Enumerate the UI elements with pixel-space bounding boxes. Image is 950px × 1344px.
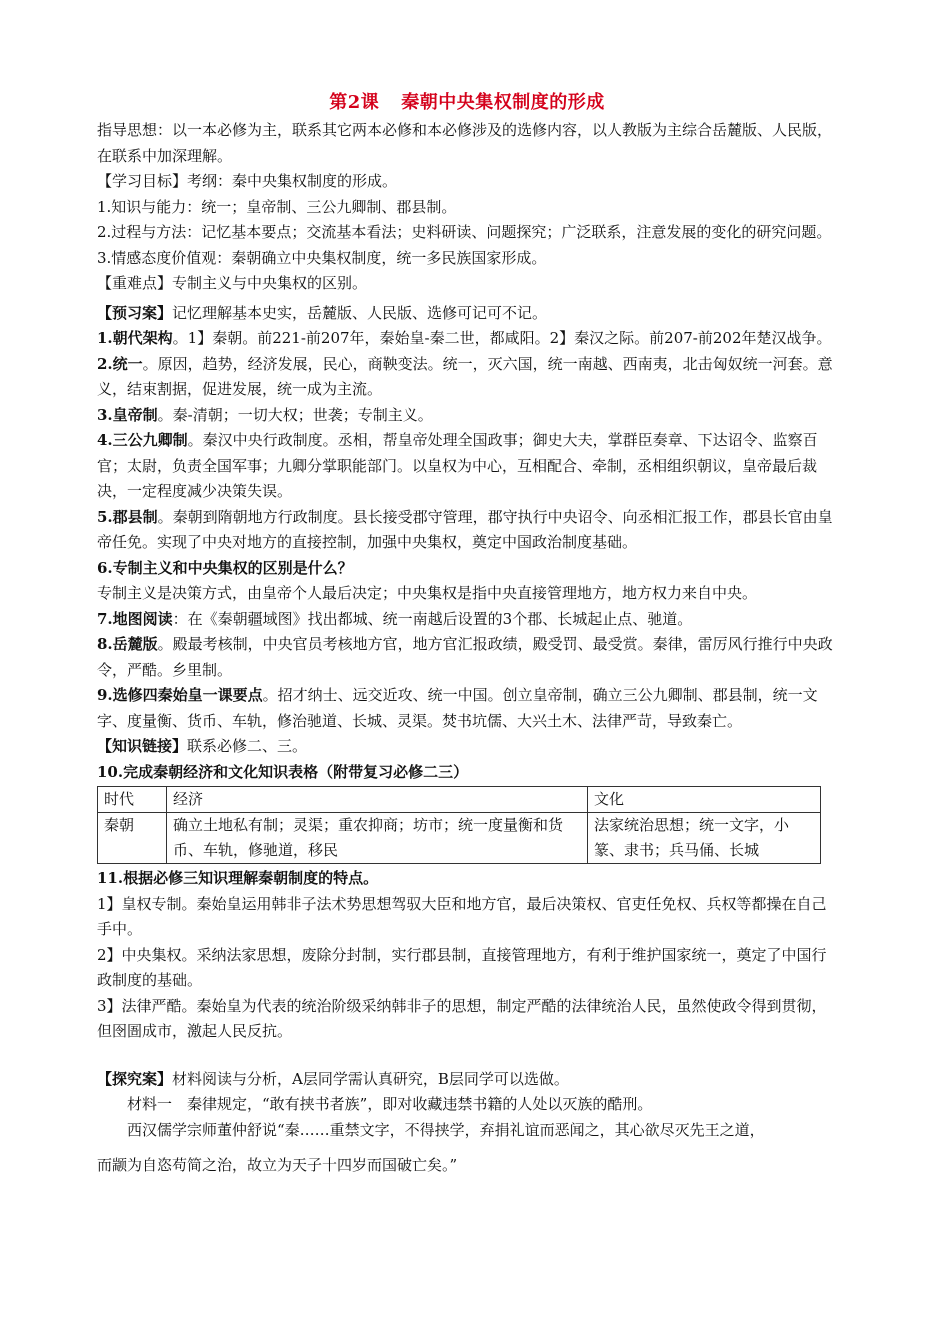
q11-item: 2】中央集权。采纳法家思想，废除分封制，实行郡县制，直接管理地方，有利于维护国家统一，奠定了中国行政制度的基础。 <box>97 945 827 989</box>
table-cell: 法家统治思想；统一文字，小篆、隶书；兵马俑、长城 <box>588 813 821 864</box>
knowledge-link: 【知识链接】联系必修二、三。 <box>97 737 308 755</box>
table-header: 文化 <box>588 787 821 813</box>
q11-item: 1】皇权专制。秦始皇运用韩非子法术势思想驾驭大臣和地方官，最后决策权、官吏任免权、兵权等都操在自己手中。 <box>97 894 827 938</box>
qin-knowledge-table <box>97 786 821 864</box>
page-title <box>97 88 837 114</box>
preview-item: 1.朝代架构。1】秦朝。前221-前207年，秦始皇-秦二世，都咸阳。2】秦汉之际。前207-前202年楚汉战争。 <box>97 329 832 347</box>
goal-item: 1.知识与能力：统一；皇帝制、三公九卿制、郡县制。 <box>97 197 457 216</box>
document-page <box>97 88 837 1179</box>
table-cell: 秦朝 <box>98 813 167 864</box>
table-header: 时代 <box>98 787 167 813</box>
goal-item: 2.过程与方法：记忆基本要点；交流基本看法；史料研读、问题探究；广泛联系，注意发展的变化的研究问题。 <box>97 223 832 241</box>
preview-heading: 【预习案】记忆理解基本史实，岳麓版、人民版、选修可记可不记。 <box>97 303 548 322</box>
key-points: 【重难点】专制主义与中央集权的区别。 <box>97 274 368 292</box>
guide-paragraph: 指导思想：以一本必修为主，联系其它两本必修和本必修涉及的选修内容，以人教版为主综合岳麓版、人民版，在联系中加深理解。 <box>97 121 833 165</box>
table-title: 10.完成秦朝经济和文化知识表格（附带复习必修二三） <box>97 762 469 781</box>
preview-item: 5.郡县制。秦朝到隋朝地方行政制度。县长接受郡守管理，郡守执行中央诏令、向丞相汇报工作，郡县长官由皇帝任免。实现了中央对地方的直接控制，加强中央集权，奠定中国政治制度基础。 <box>97 507 833 551</box>
material-quote: 西汉儒学宗师董仲舒说“秦……重禁文字，不得挟学，弃捐礼谊而恶闻之，其心欲尽灭先王之道， <box>127 1120 765 1139</box>
lesson-number: 第2课 <box>329 92 380 113</box>
explore-heading: 【探究案】材料阅读与分析，A层同学需认真研究，B层同学可以选做。 <box>97 1069 569 1088</box>
table-header: 经济 <box>167 787 588 813</box>
preview-item: 4.三公九卿制。秦汉中央行政制度。丞相，帮皇帝处理全国政事；御史大夫，掌群臣奏章、下达诏令、监察百官；太尉，负责全国军事；九卿分掌职能部门。以皇权为中心，互相配合、牵制，丞相组织朝议，皇帝最后裁决，一定程度减少决策失误。 <box>97 431 818 500</box>
question-11: 11.根据必修三知识理解秦朝制度的特点。 <box>97 869 379 887</box>
question-6: 6.专制主义和中央集权的区别是什么？ <box>97 558 353 577</box>
goal-item: 3.情感态度价值观：秦朝确立中央集权制度，统一多民族国家形成。 <box>97 248 547 267</box>
material-quote-cont: 而颛为自恣苟简之治，故立为天子十四岁而国破亡矣。” <box>97 1156 458 1174</box>
preview-item: 2.统一。原因，趋势，经济发展，民心，商鞅变法。统一，灭六国，统一南越、西南夷，北击匈奴统一河套。意义，结束割据，促进发展，统一成为主流。 <box>97 354 833 398</box>
table-cell: 确立土地私有制；灵渠；重农抑商；坊市；统一度量衡和货币、车轨，修驰道，移民 <box>167 813 588 864</box>
preview-item: 7.地图阅读：在《秦朝疆域图》找出都城、统一南越后设置的3个郡、长城起止点、驰道。 <box>97 609 693 628</box>
preview-item: 3.皇帝制。秦-清朝；一切大权；世袭；专制主义。 <box>97 405 433 424</box>
material-one: 材料一 秦律规定，“敢有挟书者族”，即对收藏违禁书籍的人处以灭族的酷刑。 <box>127 1095 653 1113</box>
preview-item: 9.选修四秦始皇一课要点。招才纳士、远交近攻、统一中国。创立皇帝制，确立三公九卿制、郡县制，统一文字、度量衡、货币、车轨，修治驰道、长城、灵渠。焚书坑儒、大兴土木、法律严苛，导致秦亡。 <box>97 686 818 730</box>
goals-heading: 【学习目标】考纲：秦中央集权制度的形成。 <box>97 172 398 190</box>
q11-item: 3】法律严酷。秦始皇为代表的统治阶级采纳韩非子的思想，制定严酷的法律统治人民，虽然使政令得到贯彻，但囹圄成市，激起人民反抗。 <box>97 996 827 1040</box>
answer-6: 专制主义是决策方式，由皇帝个人最后决定；中央集权是指中央直接管理地方，地方权力来自中央。 <box>97 584 758 602</box>
lesson-name: 秦朝中央集权制度的形成 <box>401 92 605 113</box>
table-row <box>98 813 821 864</box>
table-header-row <box>98 787 821 813</box>
preview-item: 8.岳麓版。殿最考核制，中央官员考核地方官，地方官汇报政绩，殿受罚、最受赏。秦律，雷厉风行推行中央政令，严酷。乡里制。 <box>97 635 833 679</box>
